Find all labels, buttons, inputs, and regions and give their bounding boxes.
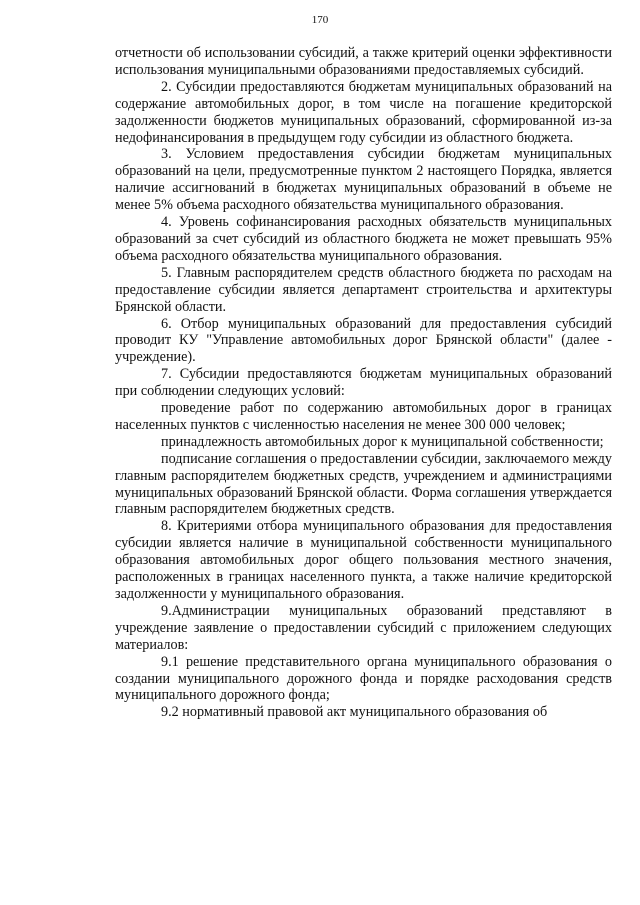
condition-3: подписание соглашения о предоставлении субсидии, заключаемого между главным распорядителем бюджетных средств, учреждением и администрациями муниципальных образований Брянской области. Форма соглашения утверждается главным распорядителем бюджетных средств. <box>115 450 612 518</box>
paragraph-item-4: 4. Уровень софинансирования расходных обязательств муниципальных образований за счет субсидий из областного бюджета не может превышать 95% объема расходного обязательства муниципального образования. <box>115 214 612 264</box>
paragraph-continuation: отчетности об использовании субсидий, а также критерий оценки эффективности использования муниципальными образованиями предоставляемых субсидий. <box>115 45 612 78</box>
paragraph-item-3: 3. Условием предоставления субсидии бюджетам муниципальных образований на цели, предусмотренные пунктом 2 настоящего Порядка, является наличие ассигнований в бюджетах муниципальных образований в объеме не менее 5% объема расходного обязательства муниципального образования. <box>115 146 612 214</box>
paragraph-item-5: 5. Главным распорядителем средств областного бюджета по расходам на предоставление субсидии является департамент строительства и архитектуры Брянской области. <box>115 264 612 315</box>
condition-1: проведение работ по содержанию автомобильных дорог в границах населенных пунктов с численностью населения не менее 300 000 человек; <box>115 400 612 433</box>
paragraph-item-8: 8. Критериями отбора муниципального образования для предоставления субсидии является наличие в муниципальной собственности муниципального образования автомобильных дорог общего пользования местного значения, расположенных в границах населенного пункта, а также наличие кредиторской задолженности у муниципального образования. <box>115 518 612 602</box>
page-number: 170 <box>311 14 329 26</box>
paragraph-item-6: 6. Отбор муниципальных образований для предоставления субсидий проводит КУ "Управление автомобильных дорог Брянской области" (далее - учреждение). <box>115 315 612 366</box>
paragraph-item-9-2: 9.2 нормативный правовой акт муниципального образования об <box>161 704 548 721</box>
document-body <box>115 45 612 721</box>
paragraph-item-2: 2. Субсидии предоставляются бюджетам муниципальных образований на содержание автомобильных дорог, в том числе на погашение кредиторской задолженности бюджетов муниципальных образований, сформированной из-за недофинансирования в предыдущем году субсидии из областного бюджета. <box>115 78 612 146</box>
paragraph-item-7: 7. Субсидии предоставляются бюджетам муниципальных образований при соблюдении следующих условий: <box>115 366 612 400</box>
paragraph-item-9: 9.Администрации муниципальных образований представляют в учреждение заявление о предоставлении субсидий с приложением следующих материалов: <box>115 602 612 653</box>
paragraph-item-9-1: 9.1 решение представительного органа муниципального образования о создании муниципального дорожного фонда и порядке расходования средств муниципального дорожного фонда; <box>115 653 612 704</box>
condition-2: принадлежность автомобильных дорог к муниципальной собственности; <box>161 433 604 450</box>
